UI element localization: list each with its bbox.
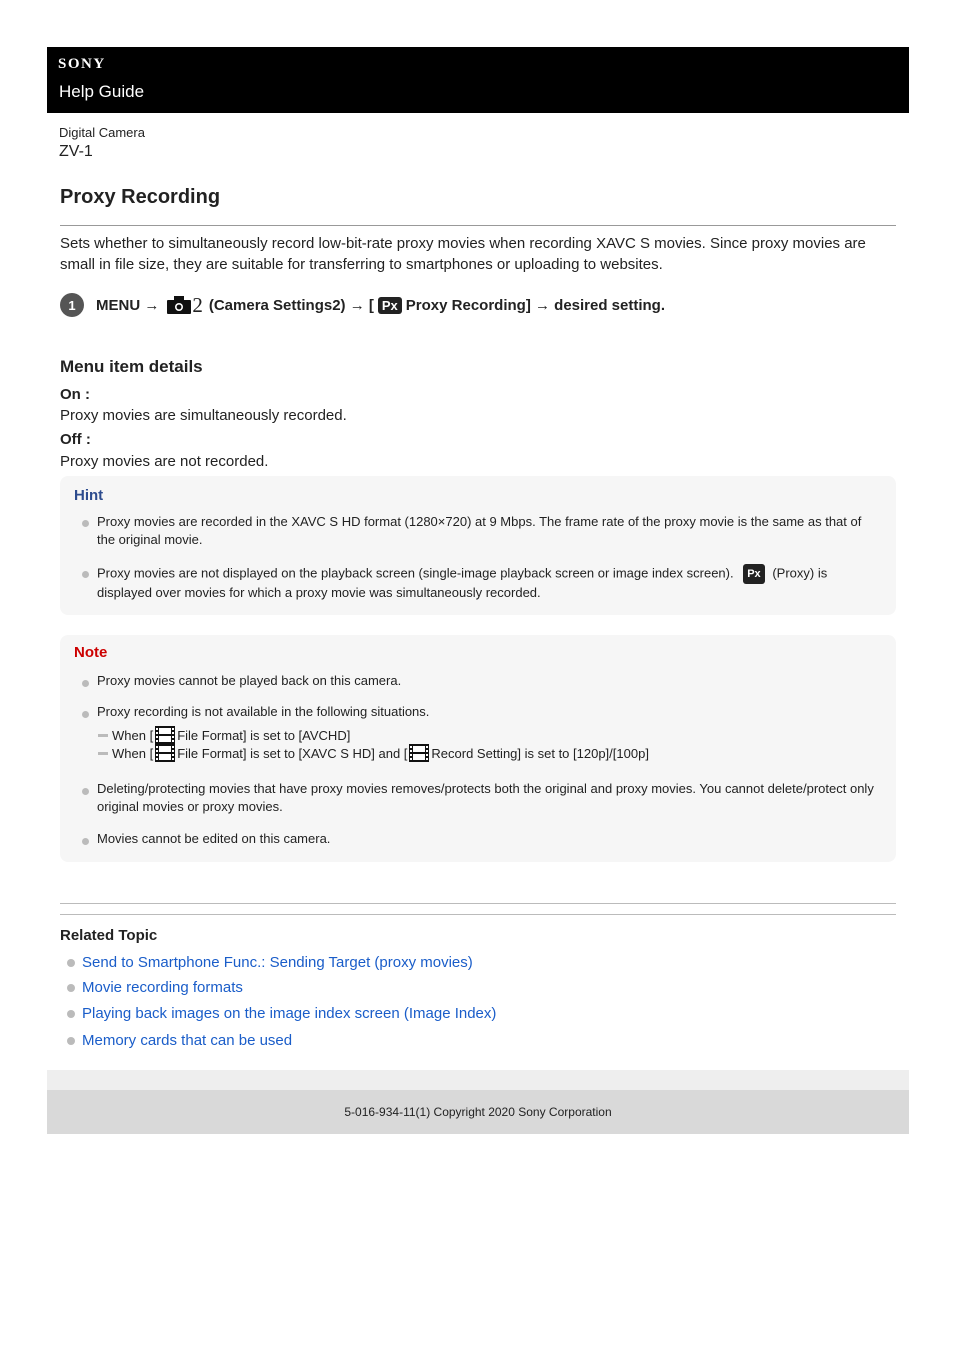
bullet-icon bbox=[67, 959, 75, 967]
camera-settings-number: 2 bbox=[192, 293, 203, 317]
hint-item: Proxy movies are recorded in the XAVC S HD format (1280×720) at 9 Mbps. The frame rate of the proxy movie is the same as that of the original movie. bbox=[97, 514, 862, 547]
note-box bbox=[60, 635, 896, 862]
bullet-icon bbox=[82, 788, 89, 795]
menu-item-details-heading: Menu item details bbox=[60, 357, 203, 376]
bullet-icon bbox=[67, 1010, 75, 1018]
section-divider bbox=[60, 903, 896, 904]
camera-settings-icon bbox=[167, 293, 203, 317]
proxy-px-icon: Px bbox=[743, 564, 764, 584]
related-link-sending-target[interactable]: Send to Smartphone Func.: Sending Target (proxy movies) bbox=[82, 954, 473, 971]
related-topic-heading: Related Topic bbox=[60, 927, 158, 944]
hint-item: Proxy movies are not displayed on the playback screen (single-image playback screen or image index screen). Px (Proxy) is displayed over movies for which a proxy movie was simultaneously recorded. bbox=[97, 565, 828, 600]
related-link-item bbox=[67, 1032, 292, 1049]
note-sub-item: When [ File Format] is set to [AVCHD] bbox=[98, 726, 350, 744]
procedure-step bbox=[60, 292, 665, 318]
footer bbox=[47, 1090, 909, 1134]
note-item: Movies cannot be edited on this camera. bbox=[97, 831, 331, 846]
note-item: Proxy recording is not available in the following situations. bbox=[97, 704, 430, 719]
product-model: ZV-1 bbox=[59, 143, 93, 160]
bullet-icon bbox=[67, 1037, 75, 1045]
bullet-icon bbox=[82, 520, 89, 527]
movie-film-icon bbox=[155, 744, 175, 762]
copyright-text: 5-016-934-11(1) Copyright 2020 Sony Corporation bbox=[344, 1105, 612, 1119]
dash-icon bbox=[98, 752, 108, 755]
step-camera-settings-text: (Camera Settings2) → [ bbox=[208, 296, 374, 314]
header-bar bbox=[47, 47, 909, 113]
brand-logo: SONY bbox=[58, 56, 106, 72]
hint-label: Hint bbox=[74, 487, 104, 504]
bullet-icon bbox=[82, 571, 89, 578]
section-divider bbox=[60, 914, 896, 915]
movie-film-icon bbox=[409, 744, 429, 762]
proxy-px-icon: Px bbox=[378, 297, 402, 314]
option-on-desc: Proxy movies are simultaneously recorded. bbox=[60, 407, 347, 424]
hint-box bbox=[60, 476, 896, 615]
step-number: 1 bbox=[60, 293, 84, 317]
note-label: Note bbox=[74, 644, 108, 661]
note-sub-item: When [ File Format] is set to [XAVC S HD] and [ Record Setting] is set to [120p]/[100p] bbox=[98, 744, 649, 762]
help-guide-title: Help Guide bbox=[59, 82, 145, 101]
related-link-item bbox=[67, 954, 473, 971]
option-off-desc: Proxy movies are not recorded. bbox=[60, 453, 269, 470]
related-link-image-index[interactable]: Playing back images on the image index screen (Image Index) bbox=[82, 1005, 497, 1022]
note-item: Proxy movies cannot be played back on this camera. bbox=[97, 673, 402, 688]
option-off-term: Off : bbox=[60, 431, 91, 448]
movie-film-icon bbox=[155, 726, 175, 744]
related-link-movie-formats[interactable]: Movie recording formats bbox=[82, 979, 243, 996]
page-title: Proxy Recording bbox=[60, 186, 221, 208]
bullet-icon bbox=[82, 680, 89, 687]
note-item: Deleting/protecting movies that have proxy movies removes/protects both the original and proxy movies. You cannot delete/protect only original movies or proxy movies. bbox=[97, 781, 874, 814]
dash-icon bbox=[98, 734, 108, 737]
related-link-item bbox=[67, 979, 243, 996]
product-category: Digital Camera bbox=[59, 125, 145, 140]
option-on-term: On : bbox=[60, 386, 90, 403]
title-divider bbox=[60, 225, 896, 226]
intro-text: Sets whether to simultaneously record low-bit-rate proxy movies when recording XAVC S movies. Since proxy movies are small in file size, they are suitable for transferring to smartphones or uploading to websites. bbox=[60, 235, 866, 273]
step-menu-text: MENU → bbox=[96, 296, 160, 314]
footer-top-band bbox=[47, 1070, 909, 1090]
bullet-icon bbox=[82, 711, 89, 718]
bullet-icon bbox=[82, 838, 89, 845]
step-end-text: Proxy Recording] → desired setting. bbox=[405, 296, 666, 314]
related-link-item bbox=[67, 1005, 496, 1022]
bullet-icon bbox=[67, 984, 75, 992]
related-link-memory-cards[interactable]: Memory cards that can be used bbox=[82, 1032, 293, 1049]
